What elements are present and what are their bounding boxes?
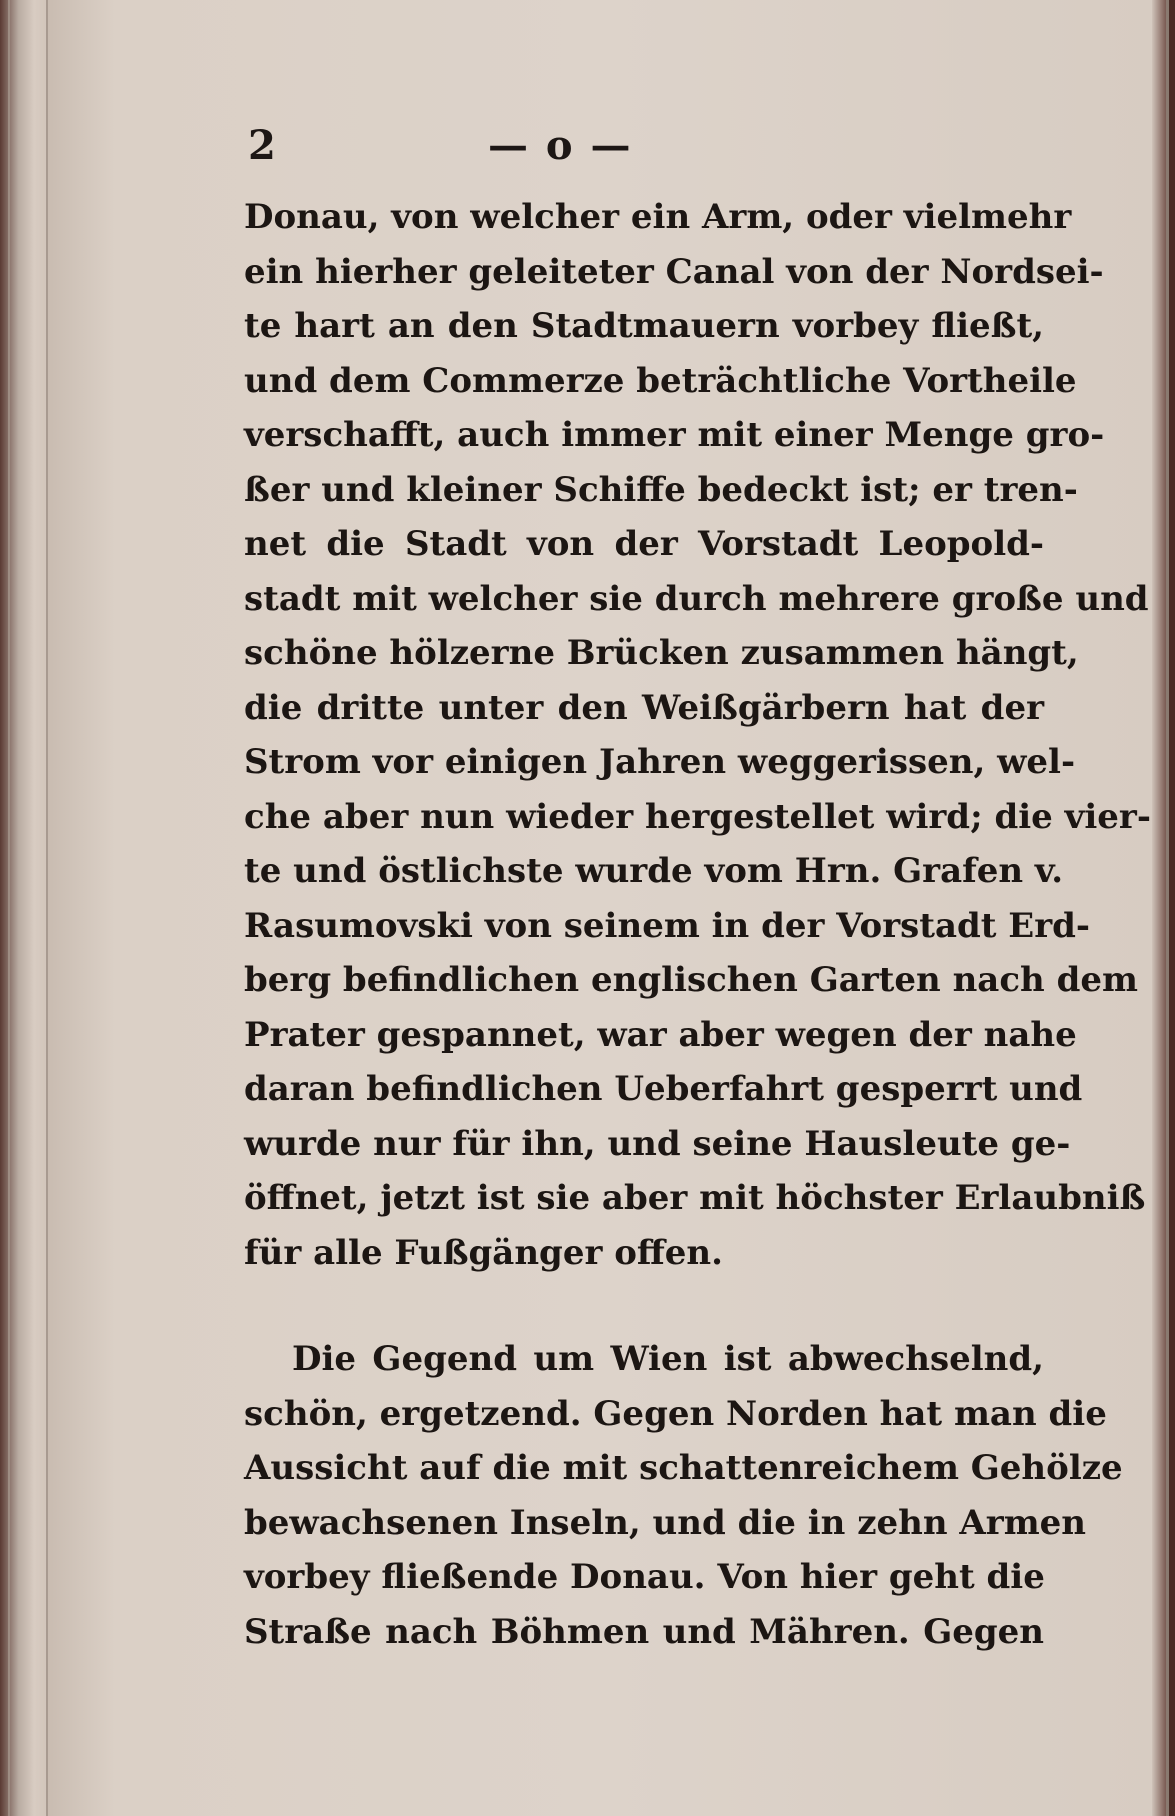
- text-line: daran befindlichen Ueberfahrt gesperrt und: [244, 1069, 1083, 1109]
- paragraph: [244, 190, 1151, 1280]
- text-line: Donau, von welcher ein Arm, oder vielmehr: [244, 197, 1072, 237]
- text-line: wurde nur für ihn, und seine Hausleute ge-: [244, 1123, 1071, 1164]
- text-line: schön, ergetzend. Gegen Norden hat man die: [244, 1393, 1107, 1434]
- text-line: berg befindlichen englischen Garten nach dem: [244, 960, 1138, 1000]
- page-number: 2: [248, 122, 276, 169]
- body-text: [244, 190, 1151, 1659]
- text-line: öffnet, jetzt ist sie aber mit höchster Erlaubniß: [244, 1178, 1146, 1218]
- page-mark: — o —: [488, 122, 633, 169]
- text-line: ßer und kleiner Schiffe bedeckt ist; er tren-: [244, 469, 1078, 510]
- text-line: Rasumovski von seinem in der Vorstadt Erd-: [244, 905, 1091, 946]
- text-line: che aber nun wieder hergestellet wird; die vier-: [244, 796, 1151, 837]
- text-line: stadt mit welcher sie durch mehrere große und: [244, 578, 1149, 619]
- text-line: Prater gespannet, war aber wegen der nahe: [244, 1014, 1077, 1055]
- text-line: net die Stadt von der Vorstadt Leopold-: [244, 524, 1044, 564]
- text-line: für alle Fußgänger offen.: [244, 1232, 723, 1273]
- text-line: die dritte unter den Weißgärbern hat der: [244, 687, 1044, 728]
- text-line: verschafft, auch immer mit einer Menge gro-: [244, 415, 1105, 455]
- text-line: vorbey fließende Donau. Von hier geht die: [244, 1557, 1045, 1597]
- text-line: ein hierher geleiteter Canal von der Nordsei-: [244, 251, 1104, 292]
- text-line: bewachsenen Inseln, und die in zehn Armen: [244, 1502, 1087, 1543]
- text-line: schöne hölzerne Brücken zusammen hängt,: [244, 633, 1079, 673]
- book-page: [46, 0, 1169, 1816]
- text-line: Strom vor einigen Jahren weggerissen, wel-: [244, 742, 1076, 782]
- text-line: und dem Commerze beträchtliche Vortheile: [244, 360, 1077, 401]
- page-edge: [1152, 0, 1166, 1816]
- text-line: Aussicht auf die mit schattenreichem Gehölze: [244, 1448, 1123, 1488]
- page-header: [248, 122, 768, 172]
- text-line: te und östlichste wurde vom Hrn. Grafen v.: [244, 851, 1064, 891]
- text-line: te hart an den Stadtmauern vorbey fließt,: [244, 306, 1044, 346]
- paragraph: [244, 1332, 1123, 1659]
- text-line: Die Gegend um Wien ist abwechselnd,: [292, 1339, 1044, 1379]
- text-line: Straße nach Böhmen und Mähren. Gegen: [244, 1611, 1044, 1652]
